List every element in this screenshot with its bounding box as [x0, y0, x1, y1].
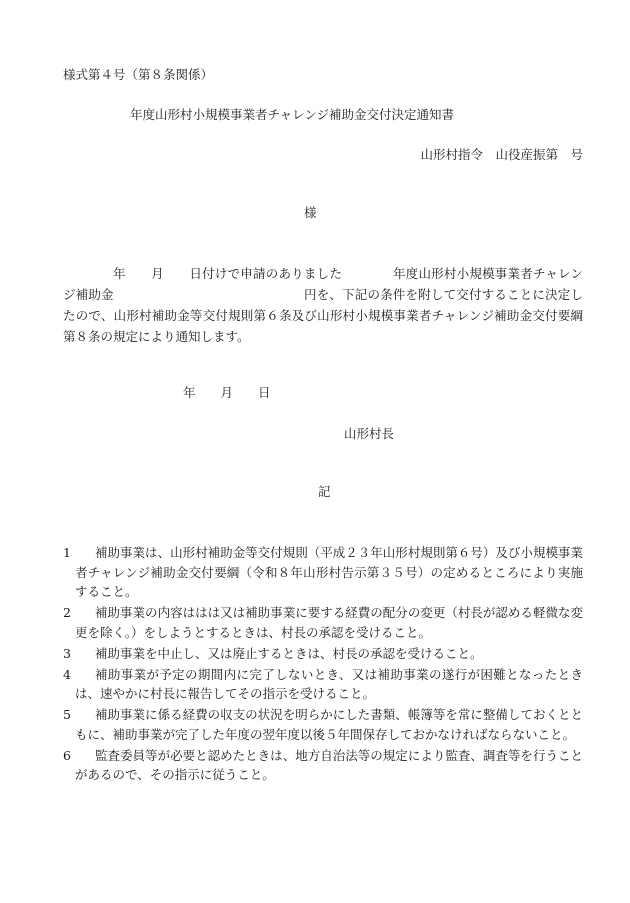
condition-number: 3 [63, 645, 71, 661]
document-number: 山形村指令 山役産振第 号 [420, 147, 583, 162]
condition-text: 補助事業の内容ははは又は補助事業に要する経費の配分の変更（村長が認める軽微な変更を除く。）をしようとするときは、村長の承認を受けること。 [75, 605, 583, 640]
form-label: 様式第４号（第８条関係） [63, 67, 214, 82]
conditions-list [63, 543, 583, 786]
condition-item [63, 705, 583, 744]
condition-text: 補助事業が予定の期間内に完了しないとき、又は補助事業の遂行が困難となったときは、速やかに村長に報告してその指示を受けること。 [75, 666, 583, 701]
condition-text: 監査委員等が必要と認めたときは、地方自治法等の規定により監査、調査等を行うことがあるので、その指示に従うこと。 [75, 747, 583, 782]
condition-item [63, 543, 583, 602]
recipient-suffix: 様 [304, 205, 317, 220]
issuer-name: 山形村長 [344, 426, 395, 441]
condition-number: 5 [63, 707, 71, 722]
condition-number: 1 [63, 545, 71, 560]
condition-number: 6 [63, 747, 71, 763]
ki-heading: 記 [318, 484, 331, 499]
condition-text: 補助事業は、山形村補助金等交付規則（平成２３年山形村規則第６号）及び小規模事業者チャレンジ補助金交付要綱（令和８年山形村告示第３５号）の定めるところにより実施すること。 [75, 545, 583, 599]
condition-number: 4 [63, 666, 71, 682]
condition-text: 補助事業を中止し、又は廃止するときは、村長の承認を受けること。 [95, 645, 483, 661]
document-title: 年度山形村小規模事業者チャレンジ補助金交付決定通知書 [130, 107, 455, 122]
condition-item [63, 644, 583, 664]
notification-body: 年 月 日付けで申請のありました 年度山形村小規模事業者チャレンジ補助金 円を、下記の条件を附して交付することに決定したので、山形村補助金等交付規則第６条及び山形村小規模事業者チャレンジ補助金交付要綱第８条の規定により通知します。 [63, 266, 583, 344]
condition-item [63, 603, 583, 642]
condition-item [63, 746, 583, 785]
condition-number: 2 [63, 605, 71, 620]
condition-item [63, 665, 583, 704]
issue-date: 年 月 日 [183, 385, 271, 400]
condition-text: 補助事業に係る経費の収支の状況を明らかにした書類、帳簿等を常に整備しておくとともに、補助事業が完了した年度の翌年度以後５年間保存しておかなければならないこと。 [75, 707, 583, 742]
